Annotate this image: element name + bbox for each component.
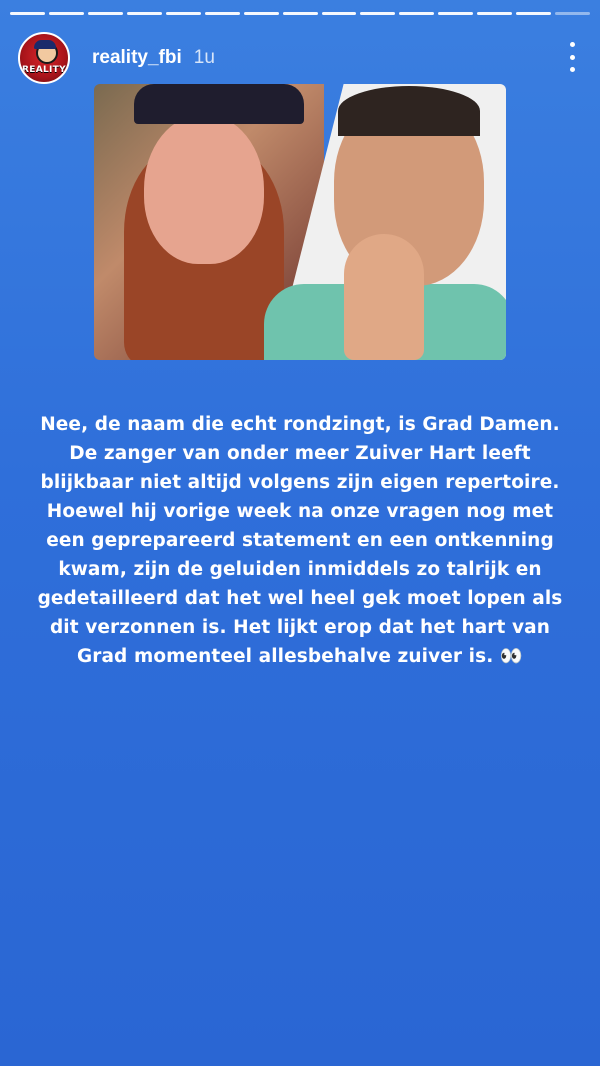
logo-cap [34,40,56,49]
story-photo [94,84,506,360]
caption-line: kwam, zijn de geluiden inmiddels zo talrijk en [58,559,542,580]
progress-segment [399,12,434,15]
avatar[interactable] [18,32,70,84]
timestamp: 1u [193,47,215,68]
progress-segment [88,12,123,15]
caption-line: Grad momenteel allesbehalve zuiver is. 👀 [76,646,524,667]
progress-segment [244,12,279,15]
progress-segment-current [555,12,590,15]
woman-face [144,114,264,264]
progress-segment [49,12,84,15]
progress-segment [166,12,201,15]
progress-segment [205,12,240,15]
progress-segment [516,12,551,15]
progress-segment [127,12,162,15]
caption-line: een geprepareerd statement en een ontkenning [46,530,554,551]
caption-line: dit verzonnen is. Het lijkt erop dat het hart van [49,617,551,638]
story-progress-bar [10,12,590,15]
story-header [18,30,582,86]
story-caption [16,410,584,671]
more-vertical-icon[interactable] [568,42,576,72]
woman-cap [134,84,304,124]
caption-line: De zanger van onder meer Zuiver Hart leeft [69,443,531,464]
caption-line: Nee, de naam die echt rondzingt, is Grad Damen. [40,414,560,435]
progress-segment [477,12,512,15]
username[interactable]: reality_fbi [92,47,182,68]
progress-segment [10,12,45,15]
progress-segment [438,12,473,15]
progress-segment [360,12,395,15]
avatar-logo-text: REALITY [22,65,66,75]
man-hair [338,86,480,136]
caption-line: blijkbaar niet altijd volgens zijn eigen repertoire. [40,472,560,493]
praying-hands [344,234,424,360]
progress-segment [283,12,318,15]
caption-line: gedetailleerd dat het wel heel gek moet lopen als [37,588,563,609]
progress-segment [322,12,357,15]
caption-line: Hoewel hij vorige week na onze vragen nog met [46,501,554,522]
